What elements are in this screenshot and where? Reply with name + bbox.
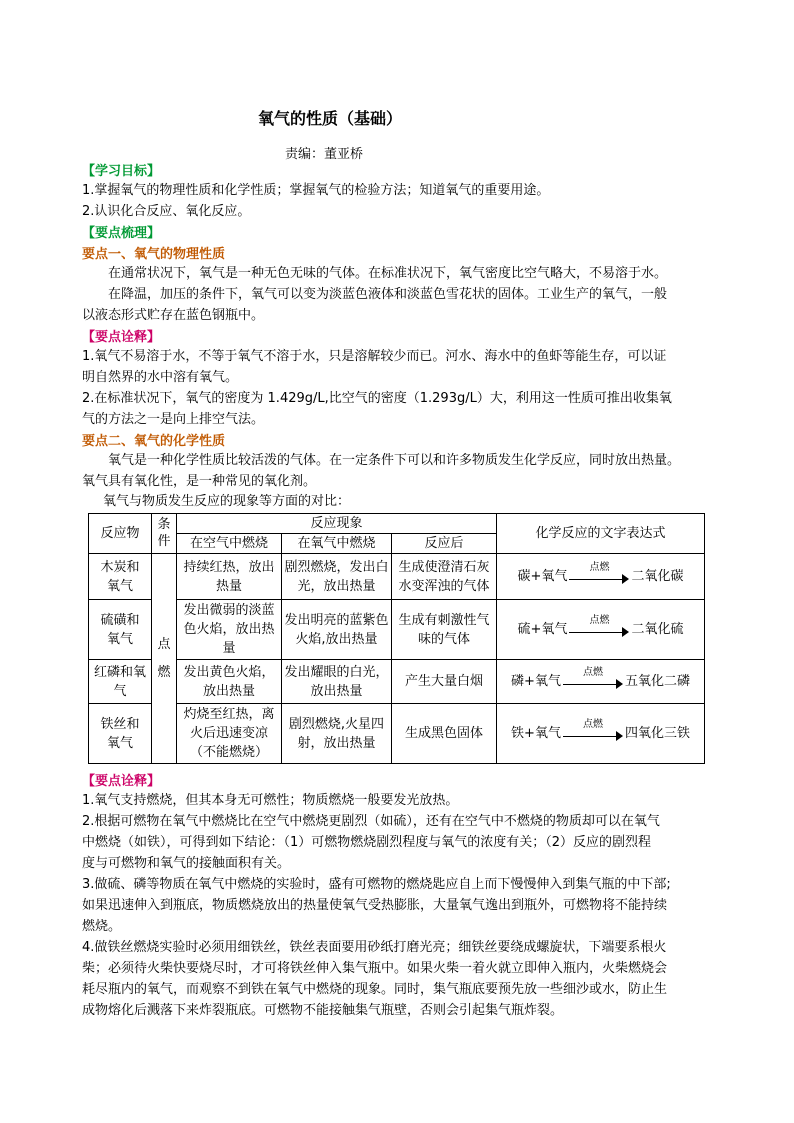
goal-item-1: 1.掌握氧气的物理性质和化学性质；掌握氧气的检验方法；知道氧气的重要用途。 — [82, 183, 550, 198]
comparison-table — [88, 513, 705, 764]
point1-para2-line2: 以液态形式贮存在蓝色钢瓶中。 — [82, 308, 265, 323]
after-cell: 生成有刺激性气味的气体 — [392, 600, 497, 660]
header-equation: 化学反应的文字表达式 — [497, 514, 705, 554]
arrow-icon — [563, 666, 623, 688]
header-reactant: 反应物 — [89, 514, 152, 554]
goal-item-2: 2.认识化合反应、氧化反应。 — [82, 204, 251, 219]
explain1-line2a: 2.在标准状况下，氧气的密度为 1.429g/L,比空气的密度（1.293g/L）大，利用这一性质可推出收集氧 — [82, 391, 672, 406]
equation-right: 二氧化碳 — [631, 569, 684, 584]
point2-para1-line1: 氧气是一种化学性质比较活泼的气体。在一定条件下可以和许多物质发生化学反应，同时放出热量。 — [108, 453, 681, 468]
equation-cell — [497, 704, 705, 764]
page-title: 氧气的性质（基础） — [258, 109, 403, 128]
air-cell: 灼烧至红热，离火后迅速变凉（不能燃烧） — [177, 704, 282, 764]
equation-left: 硫+氧气 — [517, 622, 568, 637]
explain2-line: 如果迅速伸入到瓶底，物质燃烧放出的热量使氧气受热膨胀，大量氧气逸出到瓶外，可燃物将不能持续 — [82, 898, 668, 913]
arrow-icon — [569, 614, 629, 636]
explain2-line: 3.做硫、磷等物质在氧气中燃烧的实验时，盛有可燃物的燃烧匙应自上而下慢慢伸入到集气瓶的中下部; — [82, 877, 671, 892]
explain1-line2b: 气的方法之一是向上排空气法。 — [82, 412, 265, 427]
explain2-line: 燃烧。 — [82, 919, 122, 934]
arrow-label: 点燃 — [589, 614, 610, 626]
goals-heading: 【学习目标】 — [82, 164, 161, 179]
explain2-line: 2.根据可燃物在氧气中燃烧比在空气中燃烧更剧烈（如硫），还有在空气中不燃烧的物质却可以在氧气 — [82, 814, 660, 829]
equation-left: 铁+氧气 — [511, 726, 561, 741]
reactant-cell: 硫磺和氧气 — [89, 600, 152, 660]
header-phenomena: 反应现象 — [177, 514, 497, 534]
explain2-line: 耗尽瓶内的氧气，而观察不到铁在氧气中燃烧的现象。同时，集气瓶底要预先放一些细沙或水，防止生 — [82, 982, 668, 997]
explain2-heading: 【要点诠释】 — [82, 774, 161, 789]
oxygen-cell: 发出明亮的蓝紫色火焰,放出热量 — [282, 600, 392, 660]
reactant-cell: 铁丝和氧气 — [89, 704, 152, 764]
point1-para2-line1: 在降温，加压的条件下，氧气可以变为淡蓝色液体和淡蓝色雪花状的固体。工业生产的氧气，一般 — [108, 287, 668, 302]
after-cell: 生成使澄清石灰水变浑浊的气体 — [392, 554, 497, 600]
table-row — [89, 660, 705, 704]
table-row — [89, 600, 705, 660]
point1-para1: 在通常状况下，氧气是一种无色无味的气体。在标准状况下，氧气密度比空气略大，不易溶于水。 — [108, 266, 668, 281]
point2-heading: 要点二、氧气的化学性质 — [82, 434, 226, 449]
explain2-line: 中燃烧（如铁），可得到如下结论：（1）可燃物燃烧剧烈程度与氧气的浓度有关；（2）反应的剧烈程 — [82, 835, 652, 850]
oxygen-cell: 剧烈燃烧,火星四射，放出热量 — [282, 704, 392, 764]
table-row — [89, 554, 705, 600]
header-after: 反应后 — [392, 534, 497, 554]
point2-para2: 氧气与物质发生反应的现象等方面的对比： — [103, 494, 351, 509]
explain2-line: 1.氧气支持燃烧，但其本身无可燃性；物质燃烧一般要发光放热。 — [82, 793, 459, 808]
header-condition: 条件 — [152, 514, 177, 554]
arrow-icon — [569, 561, 629, 583]
table-row — [89, 704, 705, 764]
equation-cell — [497, 554, 705, 600]
explain2-line: 度与可燃物和氧气的接触面积有关。 — [82, 856, 291, 871]
equation-left: 碳+氧气 — [517, 569, 568, 584]
oxygen-cell: 剧烈燃烧，发出白光，放出热量 — [282, 554, 392, 600]
equation-cell — [497, 660, 705, 704]
explain2-line: 成物熔化后溅落下来炸裂瓶底。可燃物不能接触集气瓶壁，否则会引起集气瓶炸裂。 — [82, 1003, 564, 1018]
point2-para1-line2: 氧气具有氧化性，是一种常见的氧化剂。 — [82, 474, 317, 489]
oxygen-cell: 发出耀眼的白光，放出热量 — [282, 660, 392, 704]
author-line: 责编：董亚桥 — [285, 147, 364, 162]
condition-cell: 点燃 — [152, 554, 177, 764]
equation-left: 磷+氧气 — [511, 674, 561, 689]
point1-heading: 要点一、氧气的物理性质 — [82, 247, 226, 262]
equation-right: 四氧化三铁 — [624, 726, 690, 741]
air-cell: 发出微弱的淡蓝色火焰，放出热量 — [177, 600, 282, 660]
header-in-air: 在空气中燃烧 — [177, 534, 282, 554]
explain1-heading: 【要点诠释】 — [82, 330, 161, 345]
explain2-line: 柴；必须待火柴快要烧尽时，才可将铁丝伸入集气瓶中。如果火柴一着火就立即伸入瓶内，火柴燃烧会 — [82, 961, 668, 976]
after-cell: 产生大量白烟 — [392, 660, 497, 704]
explain1-line1b: 明自然界的水中溶有氧气。 — [82, 370, 239, 385]
air-cell: 持续红热，放出热量 — [177, 554, 282, 600]
arrow-label: 点燃 — [582, 718, 603, 730]
header-in-oxygen: 在氧气中燃烧 — [282, 534, 392, 554]
arrow-icon — [563, 718, 623, 740]
equation-cell — [497, 600, 705, 660]
air-cell: 发出黄色火焰，放出热量 — [177, 660, 282, 704]
arrow-label: 点燃 — [582, 666, 603, 678]
after-cell: 生成黑色固体 — [392, 704, 497, 764]
reactant-cell: 红磷和氧气 — [89, 660, 152, 704]
explain1-line1a: 1.氧气不易溶于水，不等于氧气不溶于水，只是溶解较少而已。河水、海水中的鱼虾等能生存，可以证 — [82, 349, 667, 364]
explain2-line: 4.做铁丝燃烧实验时必须用细铁丝，铁丝表面要用砂纸打磨光亮；细铁丝要绕成螺旋状，下端要系根火 — [82, 940, 667, 955]
reactant-cell: 木炭和氧气 — [89, 554, 152, 600]
arrow-label: 点燃 — [589, 561, 610, 573]
equation-right: 二氧化硫 — [631, 622, 684, 637]
outline-heading: 【要点梳理】 — [82, 226, 161, 241]
equation-right: 五氧化二磷 — [624, 674, 690, 689]
